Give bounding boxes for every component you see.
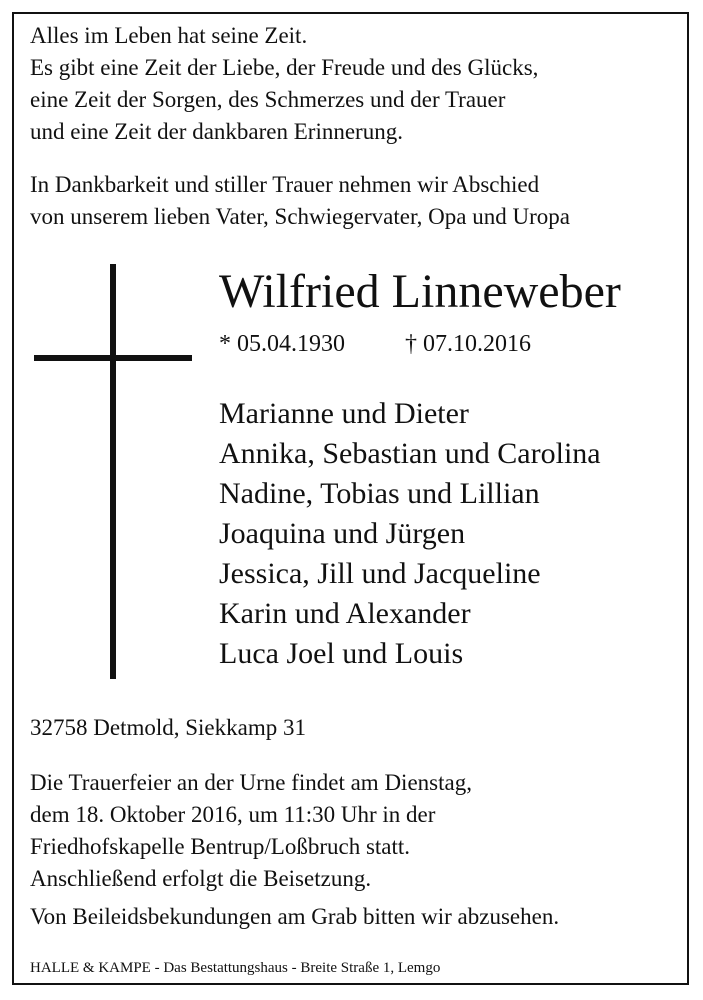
poem-line: Es gibt eine Zeit der Liebe, der Freude und des Glücks, bbox=[30, 55, 539, 80]
poem-line: und eine Zeit der dankbaren Erinnerung. bbox=[30, 119, 403, 144]
family-member: Annika, Sebastian und Carolina bbox=[219, 437, 601, 470]
poem bbox=[30, 20, 538, 148]
funeral-home-footer: HALLE & KAMPE - Das Bestattungshaus - Breite Straße 1, Lemgo bbox=[30, 960, 441, 976]
farewell-intro bbox=[30, 169, 570, 233]
family-address: 32758 Detmold, Siekkamp 31 bbox=[30, 715, 306, 740]
family-member: Nadine, Tobias und Lillian bbox=[219, 477, 540, 510]
birth-date: * 05.04.1930 bbox=[219, 331, 345, 357]
ceremony-info bbox=[30, 767, 472, 895]
condolence-note: Von Beileidsbekundungen am Grab bitten wir abzusehen. bbox=[30, 904, 560, 929]
deceased-name: Wilfried Linneweber bbox=[219, 265, 621, 318]
family-member: Jessica, Jill und Jacqueline bbox=[219, 557, 541, 590]
family-member: Luca Joel und Louis bbox=[219, 637, 464, 670]
ceremony-line: dem 18. Oktober 2016, um 11:30 Uhr in der bbox=[30, 802, 436, 827]
death-date: † 07.10.2016 bbox=[405, 331, 531, 357]
poem-line: eine Zeit der Sorgen, des Schmerzes und der Trauer bbox=[30, 87, 506, 112]
intro-line: In Dankbarkeit und stiller Trauer nehmen wir Abschied bbox=[30, 172, 540, 197]
family-list bbox=[219, 394, 601, 674]
intro-line: von unserem lieben Vater, Schwiegervater, Opa und Uropa bbox=[30, 204, 570, 229]
poem-line: Alles im Leben hat seine Zeit. bbox=[30, 23, 308, 48]
family-member: Joaquina und Jürgen bbox=[219, 517, 466, 550]
ceremony-line: Anschließend erfolgt die Beisetzung. bbox=[30, 866, 372, 891]
ceremony-line: Friedhofskapelle Bentrup/Loßbruch statt. bbox=[30, 834, 411, 859]
cross-icon bbox=[110, 264, 116, 679]
ceremony-line: Die Trauerfeier an der Urne findet am Dienstag, bbox=[30, 770, 472, 795]
life-dates bbox=[219, 328, 531, 360]
family-member: Marianne und Dieter bbox=[219, 397, 469, 430]
family-member: Karin und Alexander bbox=[219, 597, 471, 630]
cross-icon-bar bbox=[34, 355, 192, 361]
